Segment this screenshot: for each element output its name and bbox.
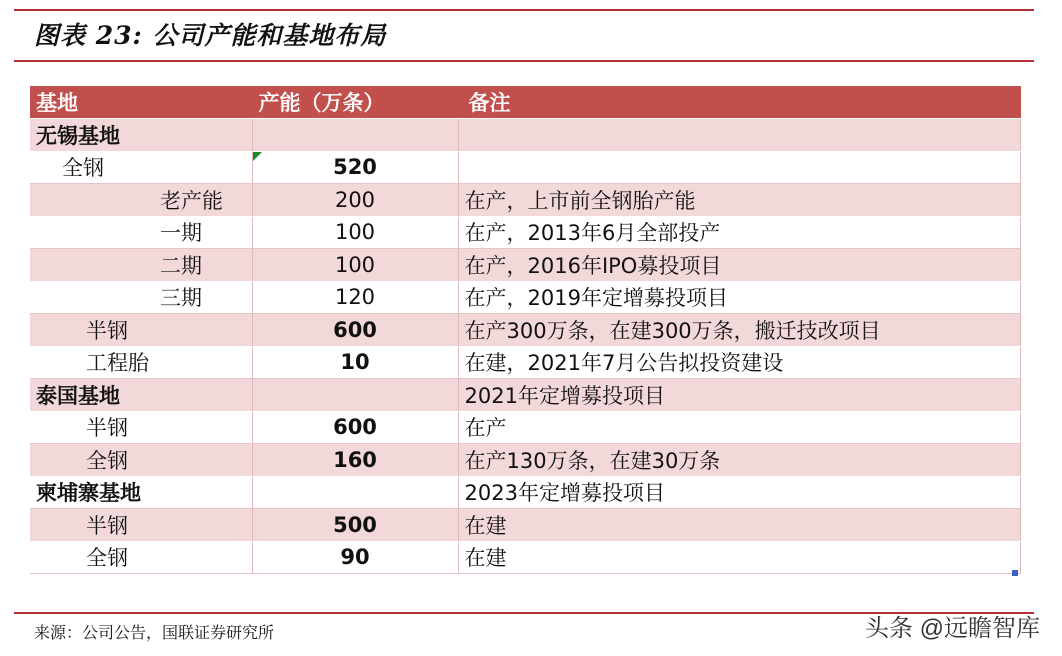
capacity-cell: 160 — [252, 444, 458, 477]
capacity-cell — [252, 379, 458, 412]
capacity-cell: 600 — [252, 314, 458, 347]
header-base: 基地 — [30, 86, 252, 119]
table-row — [30, 249, 1020, 282]
note-cell: 在建，2021年7月公告拟投资建设 — [458, 346, 1020, 379]
note-cell: 在产，上市前全钢胎产能 — [458, 184, 1020, 217]
table-row — [30, 509, 1020, 542]
capacity-cell: 520 — [252, 151, 458, 184]
header-capacity: 产能（万条） — [252, 86, 458, 119]
table-row — [30, 184, 1020, 217]
note-cell: 在产，2013年6月全部投产 — [458, 216, 1020, 249]
capacity-cell: 100 — [252, 249, 458, 282]
capacity-table — [30, 86, 1021, 574]
source-note: 来源：公司公告，国联证券研究所 — [34, 623, 275, 642]
capacity-cell — [252, 119, 458, 152]
table-row — [30, 346, 1020, 379]
table-row — [30, 216, 1020, 249]
base-cell: 全钢 — [30, 151, 252, 184]
figure-title: 图表 23: 公司产能和基地布局 — [34, 21, 387, 50]
base-cell: 柬埔寨基地 — [30, 476, 252, 509]
base-cell: 半钢 — [30, 411, 252, 444]
capacity-cell — [252, 476, 458, 509]
note-cell: 在产130万条，在建30万条 — [458, 444, 1020, 477]
table-row — [30, 541, 1020, 574]
watermark: 头条 @远瞻智库 — [864, 615, 1040, 642]
base-cell: 三期 — [30, 281, 252, 314]
base-cell: 半钢 — [30, 509, 252, 542]
base-cell: 半钢 — [30, 314, 252, 347]
base-cell: 全钢 — [30, 541, 252, 574]
capacity-cell: 90 — [252, 541, 458, 574]
base-cell: 工程胎 — [30, 346, 252, 379]
note-cell: 在产 — [458, 411, 1020, 444]
capacity-cell: 100 — [252, 216, 458, 249]
table-row — [30, 379, 1020, 412]
base-cell: 泰国基地 — [30, 379, 252, 412]
base-cell: 二期 — [30, 249, 252, 282]
table-row — [30, 314, 1020, 347]
table-row — [30, 119, 1020, 152]
note-cell: 在建 — [458, 541, 1020, 574]
note-cell — [458, 119, 1020, 152]
top-rule — [14, 9, 1034, 11]
note-cell — [458, 151, 1020, 184]
table-body — [30, 119, 1020, 574]
capacity-cell: 120 — [252, 281, 458, 314]
table-row — [30, 151, 1020, 184]
base-cell: 无锡基地 — [30, 119, 252, 152]
table-row — [30, 411, 1020, 444]
table-header-row — [30, 86, 1020, 119]
capacity-cell: 10 — [252, 346, 458, 379]
note-cell: 在建 — [458, 509, 1020, 542]
base-cell: 老产能 — [30, 184, 252, 217]
base-cell: 全钢 — [30, 444, 252, 477]
note-cell: 2021年定增募投项目 — [458, 379, 1020, 412]
note-cell: 2023年定增募投项目 — [458, 476, 1020, 509]
base-cell: 一期 — [30, 216, 252, 249]
capacity-cell: 500 — [252, 509, 458, 542]
note-cell: 在产，2019年定增募投项目 — [458, 281, 1020, 314]
capacity-cell: 600 — [252, 411, 458, 444]
note-cell: 在产，2016年IPO募投项目 — [458, 249, 1020, 282]
capacity-cell: 200 — [252, 184, 458, 217]
table-row — [30, 444, 1020, 477]
title-rule — [14, 60, 1034, 62]
header-note: 备注 — [458, 86, 1020, 119]
selection-handle-icon — [1012, 570, 1018, 576]
table-row — [30, 476, 1020, 509]
table-row — [30, 281, 1020, 314]
note-cell: 在产300万条，在建300万条，搬迁技改项目 — [458, 314, 1020, 347]
